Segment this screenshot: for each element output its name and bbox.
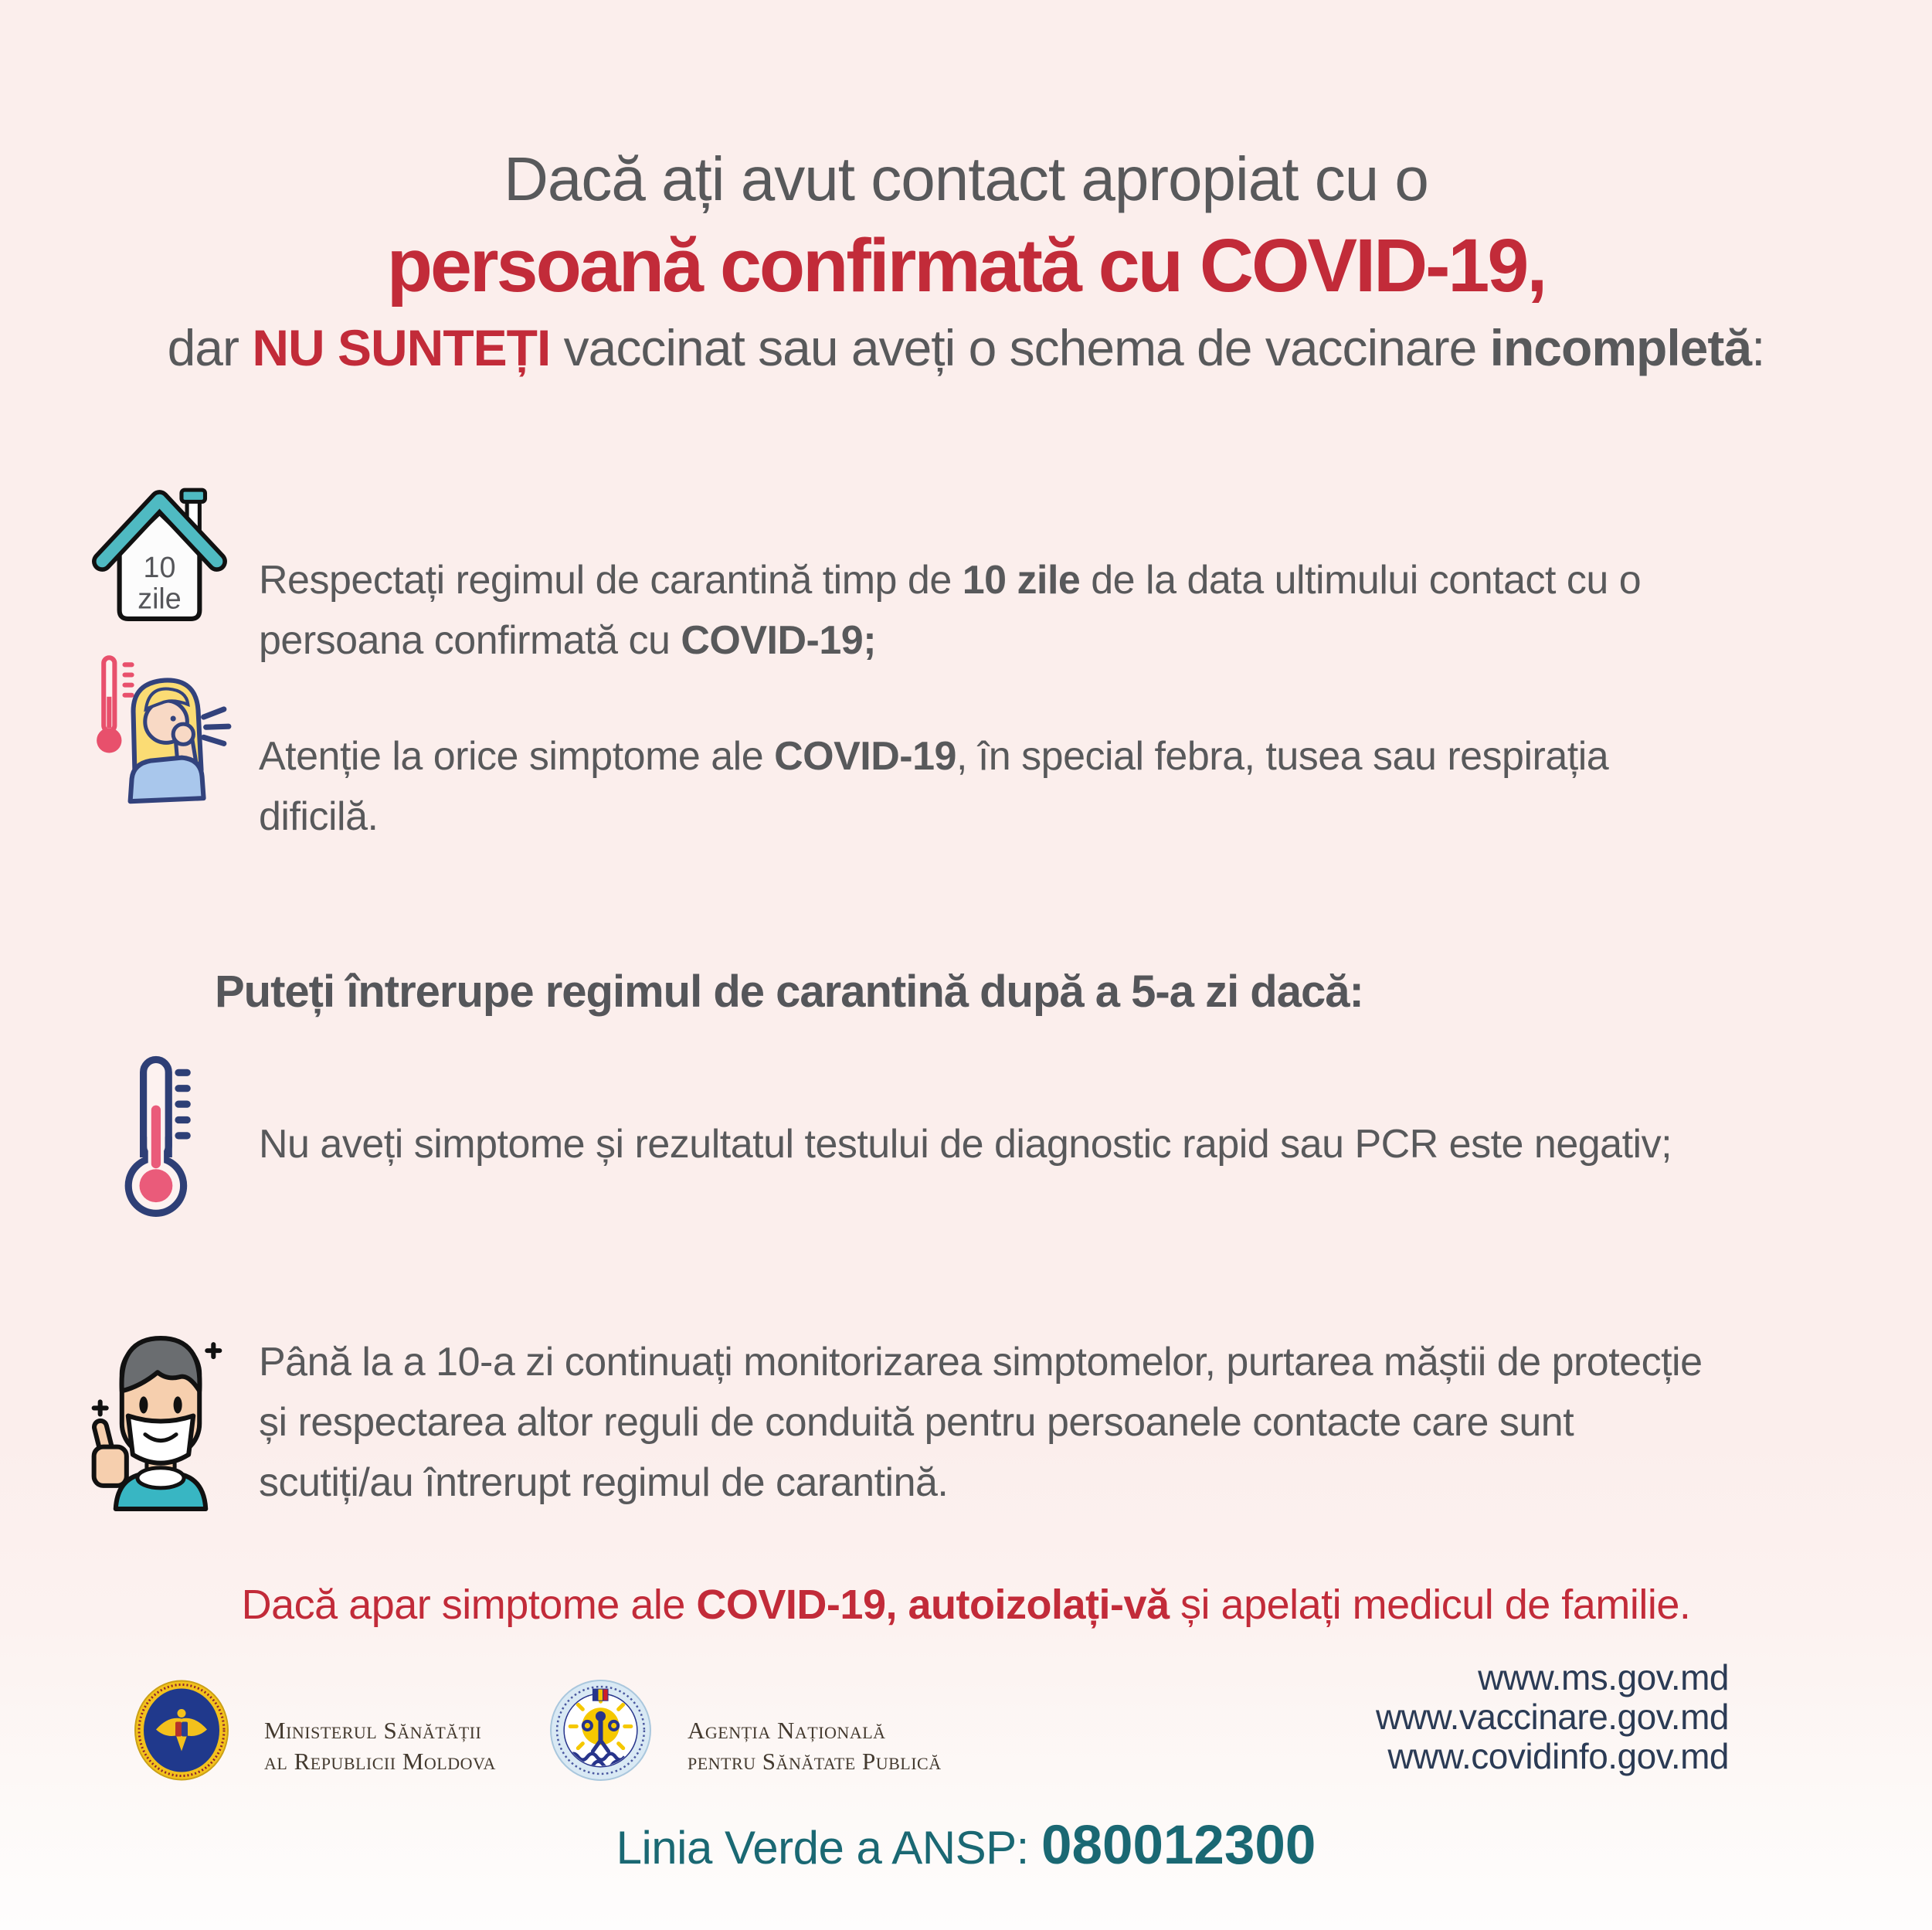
bullet-negative-test-text: Nu aveți simptome și rezultatul testului de diagnostic rapid sau PCR este negativ; bbox=[259, 1122, 1672, 1167]
bullet-quarantine-b1: 10 zile bbox=[962, 558, 1081, 603]
callout bbox=[0, 1581, 1932, 1629]
title-line-3-pre: dar bbox=[167, 319, 253, 376]
callout-t2: și apelați medicul de familie. bbox=[1169, 1582, 1691, 1628]
bullet-symptoms-t1: Atenție la orice simptome ale bbox=[259, 734, 775, 779]
ansp-seal bbox=[548, 1678, 654, 1783]
title-line-3-red: NU SUNTEȚI bbox=[252, 319, 551, 376]
callout-b1: COVID-19, autoizolați-vă bbox=[696, 1582, 1170, 1628]
bullet-quarantine-b2: COVID-19; bbox=[681, 618, 877, 663]
title-line-3-mid: vaccinat sau aveți o schema de vaccinare bbox=[550, 319, 1490, 376]
bullet-symptoms-b1: COVID-19 bbox=[774, 734, 956, 779]
link-covidinfo-gov: www.covidinfo.gov.md bbox=[1387, 1736, 1729, 1776]
bullet-quarantine-t2: de la data ultimului contact cu o persoana confirmată cu bbox=[259, 558, 1642, 663]
link-vaccinare-gov: www.vaccinare.gov.md bbox=[1376, 1697, 1729, 1737]
title-line-1: Dacă ați avut contact apropiat cu o bbox=[504, 144, 1428, 213]
house-10-days-icon bbox=[91, 476, 229, 630]
title-line-3-colon: : bbox=[1751, 319, 1765, 376]
link-ms-gov: www.ms.gov.md bbox=[1478, 1657, 1729, 1697]
thermometer-icon bbox=[120, 1055, 199, 1225]
bullet-quarantine-text bbox=[259, 550, 1730, 671]
ansp-logo-text bbox=[688, 1715, 942, 1777]
ministry-name-line2: al Republicii Moldova bbox=[264, 1748, 496, 1775]
section-heading: Puteți întrerupe regimul de carantină după a 5-a zi dacă: bbox=[215, 967, 1363, 1017]
title-line-2: persoană confirmată cu COVID-19, bbox=[386, 223, 1546, 308]
bullet-quarantine-t1: Respectați regimul de carantină timp de bbox=[259, 558, 963, 603]
moldova-government-seal bbox=[131, 1678, 232, 1783]
callout-t1: Dacă apar simptome ale bbox=[241, 1582, 697, 1628]
masked-person-icon bbox=[89, 1329, 229, 1511]
website-links bbox=[1376, 1658, 1729, 1776]
bullet-symptoms-text bbox=[259, 726, 1730, 847]
hotline-number: 080012300 bbox=[1041, 1815, 1316, 1876]
thermometer-cough-icon bbox=[87, 651, 235, 851]
house-icon-label-zile: zile bbox=[138, 582, 182, 615]
ansp-name-line1: Agenția Națională bbox=[688, 1717, 886, 1744]
house-icon-label-10: 10 bbox=[143, 551, 176, 584]
ministry-name-line1: Ministerul Sănătății bbox=[264, 1717, 482, 1744]
title-line-3-bold: incompletă bbox=[1489, 319, 1752, 376]
ministry-logo-text bbox=[264, 1715, 496, 1777]
bullet-symptoms-t2: , în special febra, tusea sau respirația dificilă. bbox=[259, 734, 1609, 839]
title-line-3 bbox=[0, 318, 1932, 377]
hotline-label: Linia Verde a ANSP: bbox=[616, 1822, 1041, 1874]
bullet-mask-text: Până la a 10-a zi continuați monitorizarea simptomelor, purtarea măștii de protecție și respectarea altor reguli de conduită pentru persoanele contacte care sunt scutiți/au întrerupt regimul de carantină. bbox=[259, 1340, 1703, 1505]
ansp-name-line2: pentru Sănătate Publică bbox=[688, 1748, 942, 1775]
hotline bbox=[0, 1814, 1932, 1877]
